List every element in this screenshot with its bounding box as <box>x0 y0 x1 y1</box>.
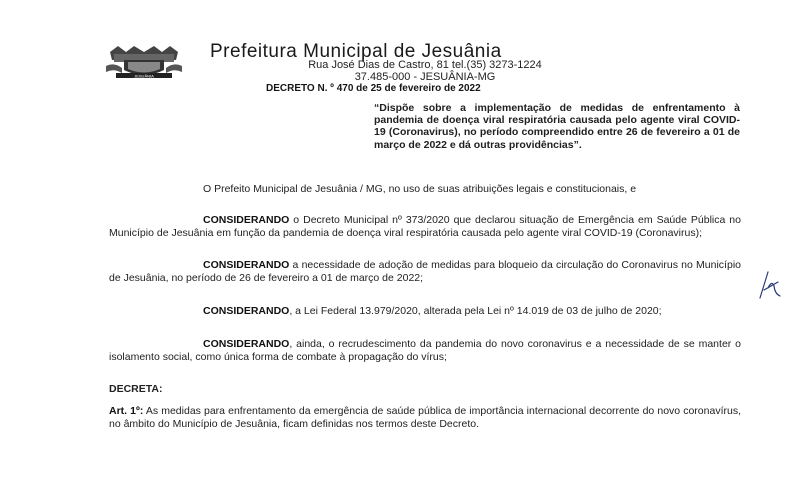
considerando-label: CONSIDERANDO <box>203 214 290 226</box>
decree-number: DECRETO N. º 470 de 25 de fevereiro de 2022 <box>266 83 481 94</box>
handwritten-initial-icon <box>756 268 784 304</box>
considerando-paragraph-1 <box>109 214 741 239</box>
address-block <box>210 59 640 83</box>
considerando-text: , ainda, o recrudescimento da pandemia do novo coronavirus e a necessidade de se manter o isolamento social, como única forma de combate à propagação do vírus; <box>109 338 741 363</box>
article-1-text: As medidas para enfrentamento da emergência de saúde pública de importância internacional decorrente do novo coronavírus, no âmbito do Município de Jesuânia, ficam definidas nos termos deste Decreto. <box>109 405 741 430</box>
preamble-paragraph: O Prefeito Municipal de Jesuânia / MG, no uso de suas atribuições legais e constitucionais, e <box>203 183 637 195</box>
decreta-heading: DECRETA: <box>109 383 163 395</box>
considerando-text: a necessidade de adoção de medidas para bloqueio da circulação do Coronavirus no Município de Jesuânia, no período de 26 de fevereiro a 01 de março de 2022; <box>109 259 741 284</box>
address-line-street: Rua José Dias de Castro, 81 tel.(35) 3273-1224 <box>308 59 542 71</box>
article-1-paragraph <box>109 405 741 430</box>
address-line-city: 37.485-000 - JESUÂNIA-MG <box>354 71 496 83</box>
considerando-label: CONSIDERANDO <box>203 259 290 271</box>
considerando-paragraph-4 <box>109 338 741 363</box>
municipality-title: Prefeitura Municipal de Jesuânia <box>210 41 502 62</box>
considerando-text: , a Lei Federal 13.979/2020, alterada pela Lei nº 14.019 de 03 de julho de 2020; <box>289 305 662 317</box>
svg-text:JESUÂNIA: JESUÂNIA <box>134 73 154 79</box>
considerando-paragraph-2 <box>109 259 741 284</box>
considerando-label: CONSIDERANDO <box>203 305 290 317</box>
municipal-crest-icon <box>104 40 184 80</box>
decree-summary: “Dispõe sobre a implementação de medidas de enfrentamento à pandemia de doença viral respiratória causada pelo agente viral COVID-19 (Coronavirus), no período compreendido entre 26 de fevereiro a 01 de março de 2022 e dá outras providências”. <box>374 102 740 151</box>
article-1-label: Art. 1º: <box>109 405 144 417</box>
considerando-text: o Decreto Municipal nº 373/2020 que declarou situação de Emergência em Saúde Pública no Município de Jesuânia em função da pandemia de doença viral respiratória causada pelo agente viral COVID-19 (Coronavirus); <box>109 214 741 239</box>
considerando-label: CONSIDERANDO <box>203 338 290 350</box>
considerando-paragraph-3 <box>109 305 741 318</box>
